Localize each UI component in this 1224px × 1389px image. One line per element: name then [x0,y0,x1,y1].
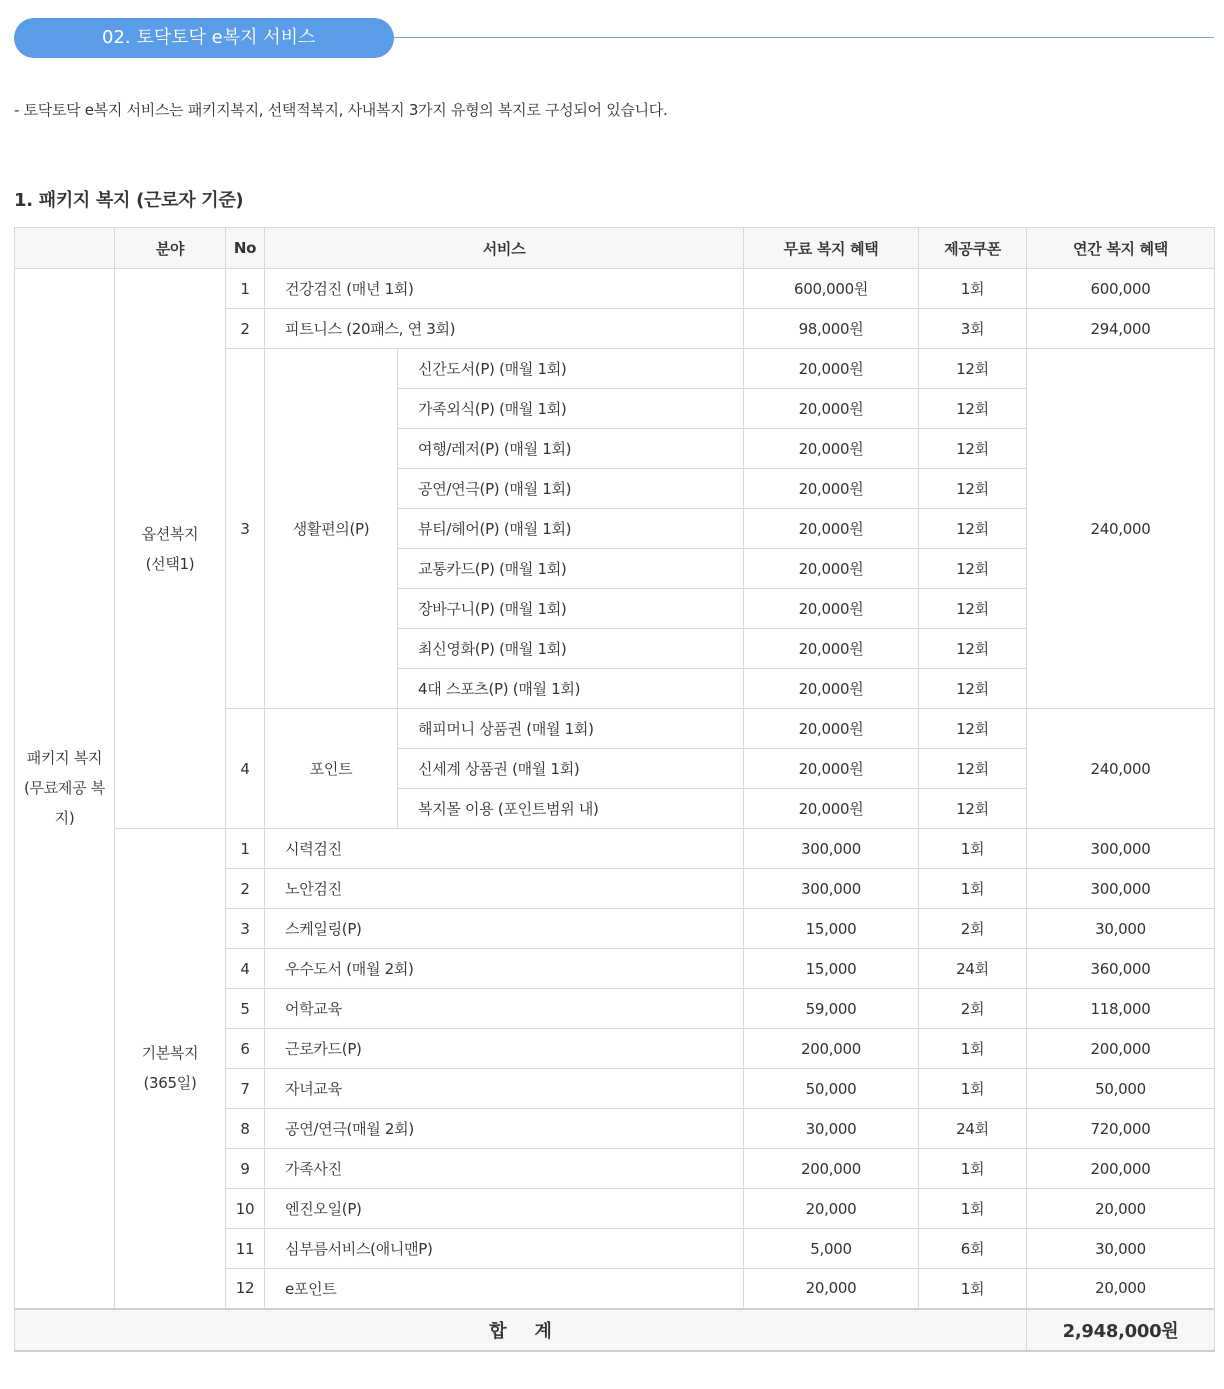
row-free-benefit: 20,000원 [744,549,919,589]
section-title: 02. 토닥토닥 e복지 서비스 [14,18,394,58]
row-coupon: 1회 [919,829,1027,869]
row-annual-benefit: 118,000 [1027,989,1215,1029]
header-field: 분야 [115,228,226,269]
row-free-benefit: 20,000원 [744,509,919,549]
row-no: 3 [226,909,265,949]
row-annual-benefit: 200,000 [1027,1149,1215,1189]
row-coupon: 12회 [919,749,1027,789]
life-name: 생활편의(P) [265,349,398,709]
row-service: 교통카드(P) (매월 1회) [398,549,744,589]
row-no: 8 [226,1109,265,1149]
row-free-benefit: 50,000 [744,1069,919,1109]
row-no: 9 [226,1149,265,1189]
basic-group-cell [115,829,226,1309]
row-free-benefit: 20,000원 [744,629,919,669]
row-free-benefit: 59,000 [744,989,919,1029]
row-coupon: 12회 [919,349,1027,389]
row-coupon: 12회 [919,509,1027,549]
row-coupon: 24회 [919,949,1027,989]
row-free-benefit: 600,000원 [744,269,919,309]
row-coupon: 12회 [919,589,1027,629]
header-free-benefit: 무료 복지 혜택 [744,228,919,269]
row-service: 최신영화(P) (매월 1회) [398,629,744,669]
row-service: 스케일링(P) [265,909,744,949]
option-group-cell-line: 옵션복지 [141,524,199,543]
row-free-benefit: 20,000원 [744,589,919,629]
point-name: 포인트 [265,709,398,829]
row-service: 신간도서(P) (매월 1회) [398,349,744,389]
row-no: 7 [226,1069,265,1109]
category-cell-line: 패키지 복지 [26,749,103,768]
header-row [15,228,1215,269]
row-coupon: 1회 [919,1189,1027,1229]
row-coupon: 2회 [919,989,1027,1029]
total-value: 2,948,000원 [1027,1309,1215,1351]
row-free-benefit: 20,000원 [744,749,919,789]
row-annual-benefit: 600,000 [1027,269,1215,309]
point-no: 4 [226,709,265,829]
row-free-benefit: 20,000원 [744,709,919,749]
row-coupon: 1회 [919,1269,1027,1309]
row-free-benefit: 30,000 [744,1109,919,1149]
row-free-benefit: 20,000원 [744,349,919,389]
row-free-benefit: 98,000원 [744,309,919,349]
row-coupon: 1회 [919,1149,1027,1189]
row-coupon: 2회 [919,909,1027,949]
header-service: 서비스 [265,228,744,269]
row-service: 공연/연극(매월 2회) [265,1109,744,1149]
row-free-benefit: 20,000원 [744,389,919,429]
row-coupon: 1회 [919,869,1027,909]
row-free-benefit: 200,000 [744,1029,919,1069]
row-free-benefit: 20,000 [744,1189,919,1229]
basic-group-cell-line: (365일) [143,1074,197,1093]
row-service: 공연/연극(P) (매월 1회) [398,469,744,509]
row-service: 근로카드(P) [265,1029,744,1069]
row-no: 10 [226,1189,265,1229]
row-free-benefit: 20,000원 [744,469,919,509]
life-annual-benefit: 240,000 [1027,349,1215,709]
row-coupon: 12회 [919,789,1027,829]
row-annual-benefit: 50,000 [1027,1069,1215,1109]
row-free-benefit: 20,000원 [744,789,919,829]
row-coupon: 12회 [919,389,1027,429]
row-coupon: 6회 [919,1229,1027,1269]
row-coupon: 12회 [919,709,1027,749]
row-annual-benefit: 30,000 [1027,1229,1215,1269]
row-service: 가족외식(P) (매월 1회) [398,389,744,429]
row-annual-benefit: 300,000 [1027,829,1215,869]
package-title: 1. 패키지 복지 (근로자 기준) [14,190,244,211]
row-coupon: 12회 [919,629,1027,669]
total-label-text: 합계 [489,1320,580,1342]
row-free-benefit: 300,000 [744,829,919,869]
row-no: 11 [226,1229,265,1269]
header-no: No [226,228,265,269]
row-service: 자녀교육 [265,1069,744,1109]
row-free-benefit: 20,000원 [744,429,919,469]
row-no: 2 [226,309,265,349]
row-service: 시력검진 [265,829,744,869]
intro-text: - 토닥토닥 e복지 서비스는 패키지복지, 선택적복지, 사내복지 3가지 유형의 복지로 구성되어 있습니다. [14,101,668,119]
row-annual-benefit: 20,000 [1027,1189,1215,1229]
row-service: 복지몰 이용 (포인트범위 내) [398,789,744,829]
row-annual-benefit: 200,000 [1027,1029,1215,1069]
row-coupon: 1회 [919,1029,1027,1069]
row-coupon: 3회 [919,309,1027,349]
option-group-cell [115,269,226,829]
row-service: 4대 스포츠(P) (매월 1회) [398,669,744,709]
row-no: 2 [226,869,265,909]
row-service: 신세계 상품권 (매월 1회) [398,749,744,789]
row-annual-benefit: 294,000 [1027,309,1215,349]
row-coupon: 12회 [919,549,1027,589]
row-coupon: 1회 [919,1069,1027,1109]
row-free-benefit: 15,000 [744,949,919,989]
row-service: 심부름서비스(애니맨P) [265,1229,744,1269]
table-row [15,269,1215,309]
row-service: 어학교육 [265,989,744,1029]
row-coupon: 1회 [919,269,1027,309]
point-annual-benefit: 240,000 [1027,709,1215,829]
basic-group-cell-line: 기본복지 [141,1044,199,1063]
row-no: 12 [226,1269,265,1309]
row-service: 뷰티/헤어(P) (매월 1회) [398,509,744,549]
category-cell-line: (무료제공 복지) [24,779,105,828]
row-free-benefit: 200,000 [744,1149,919,1189]
header-coupon: 제공쿠폰 [919,228,1027,269]
category-cell [15,269,115,1309]
row-coupon: 24회 [919,1109,1027,1149]
row-no: 1 [226,829,265,869]
row-free-benefit: 5,000 [744,1229,919,1269]
row-service: 노안검진 [265,869,744,909]
row-annual-benefit: 30,000 [1027,909,1215,949]
option-group-cell-line: (선택1) [145,554,195,573]
row-no: 5 [226,989,265,1029]
row-coupon: 12회 [919,429,1027,469]
row-service: 피트니스 (20패스, 연 3회) [265,309,744,349]
section-divider [394,37,1214,38]
section-header [14,18,1214,58]
row-free-benefit: 15,000 [744,909,919,949]
row-no: 4 [226,949,265,989]
row-annual-benefit: 20,000 [1027,1269,1215,1309]
total-row [15,1309,1215,1351]
row-annual-benefit: 360,000 [1027,949,1215,989]
row-service: e포인트 [265,1269,744,1309]
row-no: 6 [226,1029,265,1069]
row-service: 장바구니(P) (매월 1회) [398,589,744,629]
row-service: 해피머니 상품권 (매월 1회) [398,709,744,749]
row-annual-benefit: 300,000 [1027,869,1215,909]
row-annual-benefit: 720,000 [1027,1109,1215,1149]
table-row [15,829,1215,869]
row-service: 건강검진 (매년 1회) [265,269,744,309]
life-no: 3 [226,349,265,709]
row-coupon: 12회 [919,669,1027,709]
row-service: 여행/레저(P) (매월 1회) [398,429,744,469]
row-free-benefit: 20,000원 [744,669,919,709]
package-table [14,227,1215,1352]
row-coupon: 12회 [919,469,1027,509]
row-service: 우수도서 (매월 2회) [265,949,744,989]
header-blank [15,228,115,269]
header-annual-benefit: 연간 복지 혜택 [1027,228,1215,269]
row-free-benefit: 300,000 [744,869,919,909]
row-free-benefit: 20,000 [744,1269,919,1309]
row-service: 엔진오일(P) [265,1189,744,1229]
row-service: 가족사진 [265,1149,744,1189]
total-label [15,1309,1027,1351]
row-no: 1 [226,269,265,309]
